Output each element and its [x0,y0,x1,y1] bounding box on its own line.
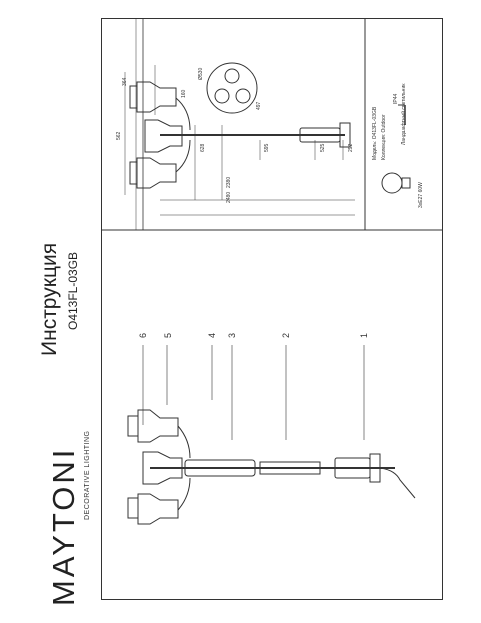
dim-total-inner: 2380 [226,176,232,188]
brand-tagline: DECORATIVE LIGHTING [84,430,91,520]
document-title: Инструкция [38,242,61,356]
part-label-4: 4 [207,332,217,338]
spec-type: Ландшафтный светильник [401,83,407,145]
dim-diameter: Ø530 [198,67,204,80]
dim-total: 2480 [226,191,232,203]
spec-collection: Коллекция: Outdoor [381,114,387,160]
top-view-outline [207,63,257,113]
dim-arm: 497 [256,101,262,110]
dim-head-width: 562 [116,131,122,140]
ip-rating: IP44 [393,93,399,104]
model-number: O413FL-03GB [66,251,80,330]
dim-base: 292 [348,143,354,152]
dim-head-height: 160 [181,89,187,98]
spec-model: Модель: O413FL-03GB [372,106,378,160]
dim-head-span: 364 [122,77,128,86]
dim-upper-pole: 628 [200,143,206,152]
brand-logo: MAYTONI [46,446,81,606]
ip-icon [398,105,405,125]
dim-lower-pole: 525 [320,143,326,152]
bulb-spec: 3xE27 60W [418,182,424,208]
dim-mid-pole: 595 [264,143,270,152]
part-label-5: 5 [163,332,173,338]
bulb-icon [382,173,410,193]
lamp-head-bottom [130,158,176,188]
part-label-3: 3 [227,332,237,338]
dimension-drawing [125,63,355,215]
lamp-head-top [130,82,176,112]
part-label-2: 2 [281,332,291,338]
exploded-view [128,345,415,524]
part-label-1: 1 [359,332,369,338]
part-label-6: 6 [138,332,148,338]
